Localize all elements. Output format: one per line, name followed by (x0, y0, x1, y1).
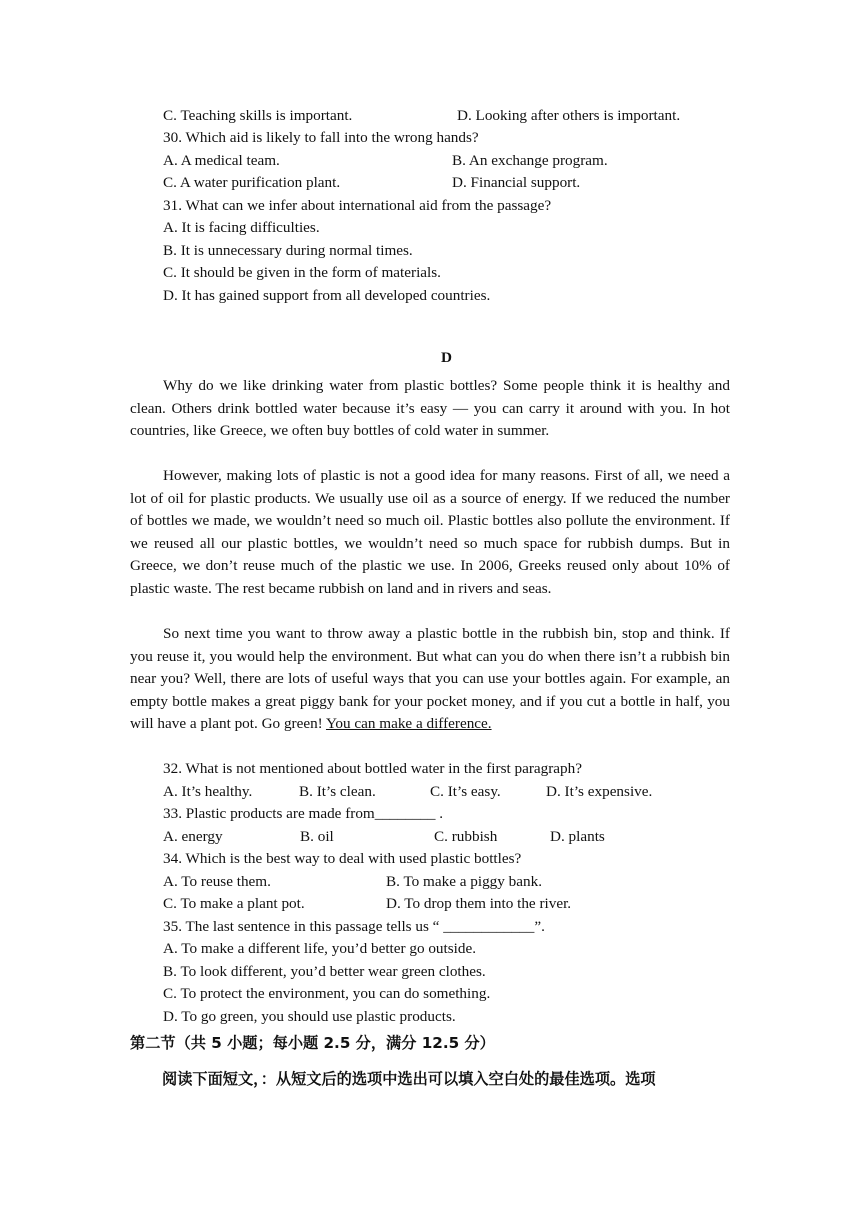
passage-paragraph-3-text: So next time you want to throw away a plastic bottle in the rubbish bin, stop and think. If you reuse it, you would help the environment. But what can you do when there isn’t a rubbish bin near you? Well, there are lots of useful ways that you can use your bottles again. For example, an empty bottle makes a great piggy bank for your pocket money, and if you cut a bottle in half, you will have a plant pot. Go green! (130, 625, 730, 732)
q30-option-b: B. An exchange program. (452, 152, 608, 169)
section-heading: D (441, 349, 452, 366)
q35-option-b: B. To look different, you’d better wear green clothes. (163, 963, 486, 980)
q31-option-a: A. It is facing difficulties. (163, 219, 320, 236)
q30-option-d: D. Financial support. (452, 174, 581, 191)
passage-paragraph-3 (130, 623, 730, 736)
q31-stem: 31. What can we infer about international aid from the passage? (163, 197, 552, 214)
q33-option-a: A. energy (163, 828, 223, 845)
passage-paragraph-2: However, making lots of plastic is not a good idea for many reasons. First of all, we need a lot of oil for plastic products. We usually use oil as a source of energy. If we reduced the number of bottles we made, we wouldn’t need so much oil. Plastic bottles also pollute the environment. If we reused all our plastic bottles, we wouldn’t need so much space for rubbish dumps. But in Greece, we don’t reuse much of the plastic we use. In 2006, Greeks reused only about 10% of plastic waste. The rest became rubbish on land and in rivers and seas. (130, 467, 730, 597)
q32-stem: 32. What is not mentioned about bottled water in the first paragraph? (163, 760, 582, 777)
q35-option-c: C. To protect the environment, you can do something. (163, 985, 491, 1002)
q29-option-d: D. Looking after others is important. (457, 107, 681, 124)
q35-stem: 35. The last sentence in this passage tells us “ ____________”. (163, 918, 545, 935)
q31-option-d: D. It has gained support from all developed countries. (163, 287, 491, 304)
underlined-sentence: You can make a difference. (325, 715, 492, 732)
q32-option-b: B. It’s clean. (299, 783, 376, 800)
q32-option-c: C. It’s easy. (430, 783, 501, 800)
q30-option-a: A. A medical team. (163, 152, 280, 169)
q31-option-c: C. It should be given in the form of materials. (163, 264, 441, 281)
q35-option-a: A. To make a different life, you’d better go outside. (163, 940, 477, 957)
q32-option-d: D. It’s expensive. (546, 783, 653, 800)
q33-option-c: C. rubbish (434, 828, 498, 845)
q30-stem: 30. Which aid is likely to fall into the wrong hands? (163, 129, 479, 146)
q33-stem: 33. Plastic products are made from________ . (163, 805, 444, 822)
q33-option-d: D. plants (550, 828, 605, 845)
q34-option-c: C. To make a plant pot. (163, 895, 305, 912)
q34-option-d: D. To drop them into the river. (386, 895, 572, 912)
section-2-title: 第二节（共 5 小题；每小题 2.5 分，满分 12.5 分） (130, 1034, 495, 1052)
passage-paragraph-1: Why do we like drinking water from plastic bottles? Some people think it is healthy and clean. Others drink bottled water because it’s easy — you can carry it around with you. In hot countries, like Greece, we often buy bottles of cold water in summer. (130, 377, 730, 439)
q34-option-b: B. To make a piggy bank. (386, 873, 542, 890)
q29-option-c: C. Teaching skills is important. (163, 107, 353, 124)
q33-option-b: B. oil (300, 828, 334, 845)
q35-option-d: D. To go green, you should use plastic products. (163, 1008, 456, 1025)
q32-option-a: A. It’s healthy. (163, 783, 253, 800)
q34-option-a: A. To reuse them. (163, 873, 271, 890)
q34-stem: 34. Which is the best way to deal with used plastic bottles? (163, 850, 522, 867)
q30-option-c: C. A water purification plant. (163, 174, 341, 191)
section-2-instruction: 阅读下面短文，：从短文后的选项中选出可以填入空白处的最佳选项。选项 (162, 1070, 656, 1088)
q31-option-b: B. It is unnecessary during normal times. (163, 242, 413, 259)
